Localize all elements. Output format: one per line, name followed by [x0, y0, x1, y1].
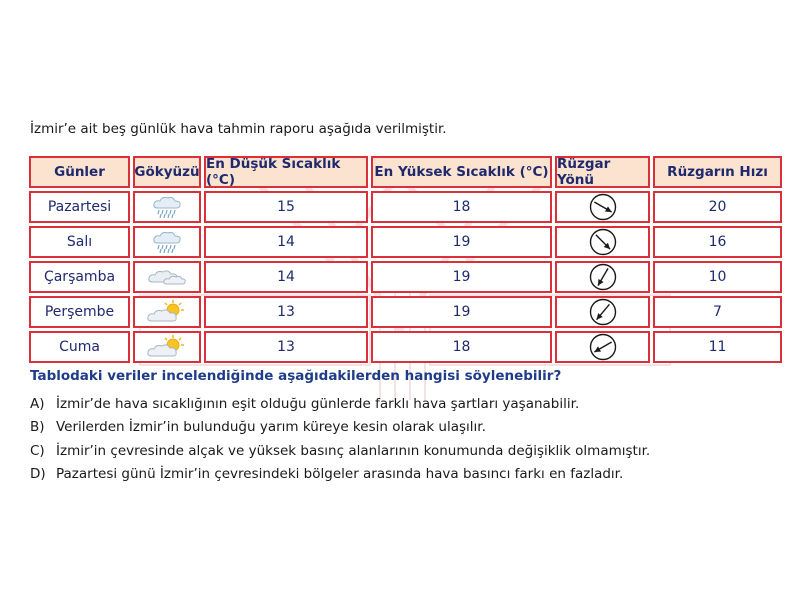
wind-speed-cell: 11 [653, 331, 782, 363]
min-temp-cell: 15 [204, 191, 368, 223]
option-letter: A) [30, 395, 45, 412]
wind-direction-cell [555, 296, 650, 328]
max-temp-cell: 18 [371, 331, 552, 363]
min-temp-cell: 14 [204, 226, 368, 258]
sun-cloud-icon [147, 334, 187, 360]
header-wind-speed: Rüzgarın Hızı [653, 156, 782, 188]
wind-speed-cell: 10 [653, 261, 782, 293]
compass-icon [589, 228, 617, 256]
max-temp-cell: 18 [371, 191, 552, 223]
forecast-table [29, 156, 782, 363]
wind-direction-cell [555, 331, 650, 363]
sun-cloud-icon [147, 299, 187, 325]
wind-speed-cell: 16 [653, 226, 782, 258]
wind-direction-cell [555, 226, 650, 258]
sky-cell [133, 191, 201, 223]
wind-direction-cell [555, 261, 650, 293]
option-letter: D) [30, 466, 46, 483]
wind-speed-cell: 20 [653, 191, 782, 223]
day-cell: Pazartesi [29, 191, 130, 223]
rain-cloud-icon [150, 230, 184, 254]
intro-text: İzmir’e ait beş günlük hava tahmin raporu aşağıda verilmiştir. [30, 121, 447, 137]
option-b[interactable] [30, 416, 650, 440]
option-text: İzmir’in çevresinde alçak ve yüksek basınç alanlarının konumunda değişiklik olmamıştır. [56, 442, 651, 459]
compass-icon [589, 263, 617, 291]
question-text: Tablodaki veriler incelendiğinde aşağıdakilerden hangisi söylenebilir? [30, 368, 562, 384]
cloud-icon [147, 266, 187, 288]
min-temp-cell: 13 [204, 296, 368, 328]
header-sky: Gökyüzü [133, 156, 201, 188]
compass-icon [589, 333, 617, 361]
option-letter: B) [30, 419, 45, 436]
option-text: Pazartesi günü İzmir’in çevresindeki bölgeler arasında hava basıncı farkı en fazladır. [56, 466, 624, 483]
min-temp-cell: 13 [204, 331, 368, 363]
sky-cell [133, 261, 201, 293]
header-wind-direction: Rüzgar Yönü [555, 156, 650, 188]
sky-cell [133, 331, 201, 363]
option-text: Verilerden İzmir’in bulunduğu yarım küreye kesin olarak ulaşılır. [56, 419, 486, 436]
day-cell: Çarşamba [29, 261, 130, 293]
option-a[interactable] [30, 392, 650, 416]
max-temp-cell: 19 [371, 261, 552, 293]
compass-icon [589, 298, 617, 326]
day-cell: Perşembe [29, 296, 130, 328]
max-temp-cell: 19 [371, 226, 552, 258]
option-letter: C) [30, 442, 45, 459]
answer-options [30, 392, 650, 486]
option-d[interactable] [30, 463, 650, 487]
compass-icon [589, 193, 617, 221]
max-temp-cell: 19 [371, 296, 552, 328]
option-c[interactable] [30, 439, 650, 463]
header-days: Günler [29, 156, 130, 188]
sky-cell [133, 226, 201, 258]
option-text: İzmir’de hava sıcaklığının eşit olduğu günlerde farklı hava şartları yaşanabilir. [56, 395, 580, 412]
header-max-temp: En Yüksek Sıcaklık (°C) [371, 156, 552, 188]
min-temp-cell: 14 [204, 261, 368, 293]
day-cell: Salı [29, 226, 130, 258]
day-cell: Cuma [29, 331, 130, 363]
wind-speed-cell: 7 [653, 296, 782, 328]
rain-cloud-icon [150, 195, 184, 219]
wind-direction-cell [555, 191, 650, 223]
header-min-temp: En Düşük Sıcaklık (°C) [204, 156, 368, 188]
sky-cell [133, 296, 201, 328]
